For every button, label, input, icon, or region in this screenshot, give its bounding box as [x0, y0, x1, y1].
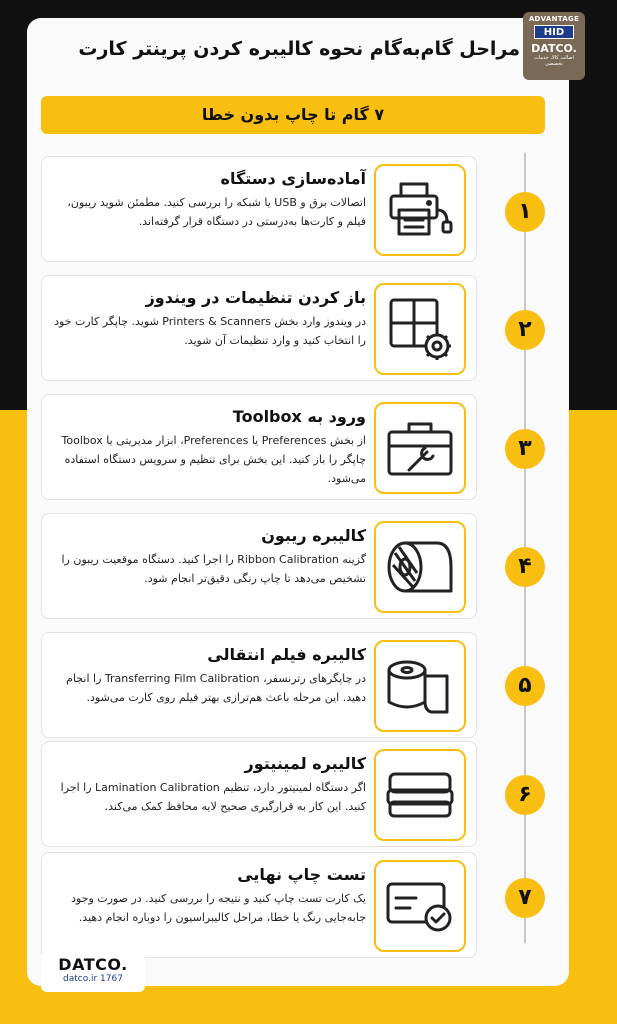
logo-tagline: اصالت کالا، خدمات تخصصی — [534, 55, 574, 67]
ribbon-roll-icon — [374, 521, 466, 613]
step-title: کالیبره لمینیتور — [244, 754, 366, 773]
step-number-2: ۲ — [505, 310, 545, 350]
step-desc: در ویندوز وارد بخش Printers & Scanners شوید. چاپگر کارت خود را انتخاب کنید و وارد تنظیمات آن شوید. — [54, 315, 366, 347]
step-card-1 — [41, 156, 477, 262]
step-number-6: ۶ — [505, 775, 545, 815]
card-check-icon — [374, 860, 466, 952]
step-card-4 — [41, 513, 477, 619]
step-title: آماده‌سازی دستگاه — [220, 169, 366, 188]
footer-contact[interactable]: datco.ir 1767 — [63, 974, 123, 984]
step-number-1: ۱ — [505, 192, 545, 232]
step-desc: گزینه Ribbon Calibration را اجرا کنید. دستگاه موقعیت ریبون را تشخیص می‌دهد تا چاپ رنگی دقیق‌تر انجام شود. — [61, 553, 366, 585]
logo-brand-text: DATCO. — [531, 42, 577, 55]
step-title: کالیبره ریبون — [261, 526, 366, 545]
logo-advantage-text: ADVANTAGE — [528, 15, 580, 23]
step-card-2 — [41, 275, 477, 381]
step-desc: در چاپگرهای رترنسفر، Transferring Film Calibration را انجام دهید. این مرحله باعث هم‌ترازی بهتر فیلم روی کارت می‌شود. — [66, 672, 366, 704]
step-number-3: ۳ — [505, 429, 545, 469]
step-desc: اگر دستگاه لمینیتور دارد، تنظیم Lamination Calibration را اجرا کنید. این کار به قرارگیری صحیح لایه محافظ کمک می‌کند. — [60, 781, 366, 813]
footer-badge — [41, 952, 145, 992]
step-card-7 — [41, 852, 477, 958]
step-desc: اتصالات برق و USB یا شبکه را بررسی کنید. مطمئن شوید ریبون، فیلم و کارت‌ها به‌درستی در دستگاه قرار گرفته‌اند. — [67, 196, 366, 228]
step-card-3 — [41, 394, 477, 500]
laminator-icon — [374, 749, 466, 841]
step-desc: از بخش Preferences یا Preferences، ابزار مدیریتی یا Toolbox چاپگر را باز کنید. این بخش برای تنظیم و سرویس دستگاه استفاده می‌شود. — [61, 434, 366, 485]
windows-settings-icon — [374, 283, 466, 375]
step-title: ورود به Toolbox — [232, 407, 366, 426]
step-card-6 — [41, 741, 477, 847]
step-title: باز کردن تنظیمات در ویندوز — [145, 288, 366, 307]
logo-hid-text: HID — [534, 25, 574, 39]
step-desc: یک کارت تست چاپ کنید و نتیجه را بررسی کنید. در صورت وجود جابه‌جایی رنگ یا خطا، مراحل کالیبراسیون را دوباره انجام دهید. — [71, 892, 366, 924]
hid-datco-logo — [523, 12, 585, 80]
step-title: تست چاپ نهایی — [237, 865, 366, 884]
page-title: مراحل گام‌به‌گام نحوه کالیبره کردن پرینتر کارت — [78, 38, 520, 60]
step-number-7: ۷ — [505, 878, 545, 918]
step-title: کالیبره فیلم انتقالی — [207, 645, 366, 664]
toolbox-icon — [374, 402, 466, 494]
step-number-5: ۵ — [505, 666, 545, 706]
step-number-4: ۴ — [505, 547, 545, 587]
footer-brand: DATCO. — [58, 955, 128, 974]
printer-icon — [374, 164, 466, 256]
step-card-5 — [41, 632, 477, 738]
banner: ۷ گام تا چاپ بدون خطا — [41, 96, 545, 134]
film-roll-icon — [374, 640, 466, 732]
